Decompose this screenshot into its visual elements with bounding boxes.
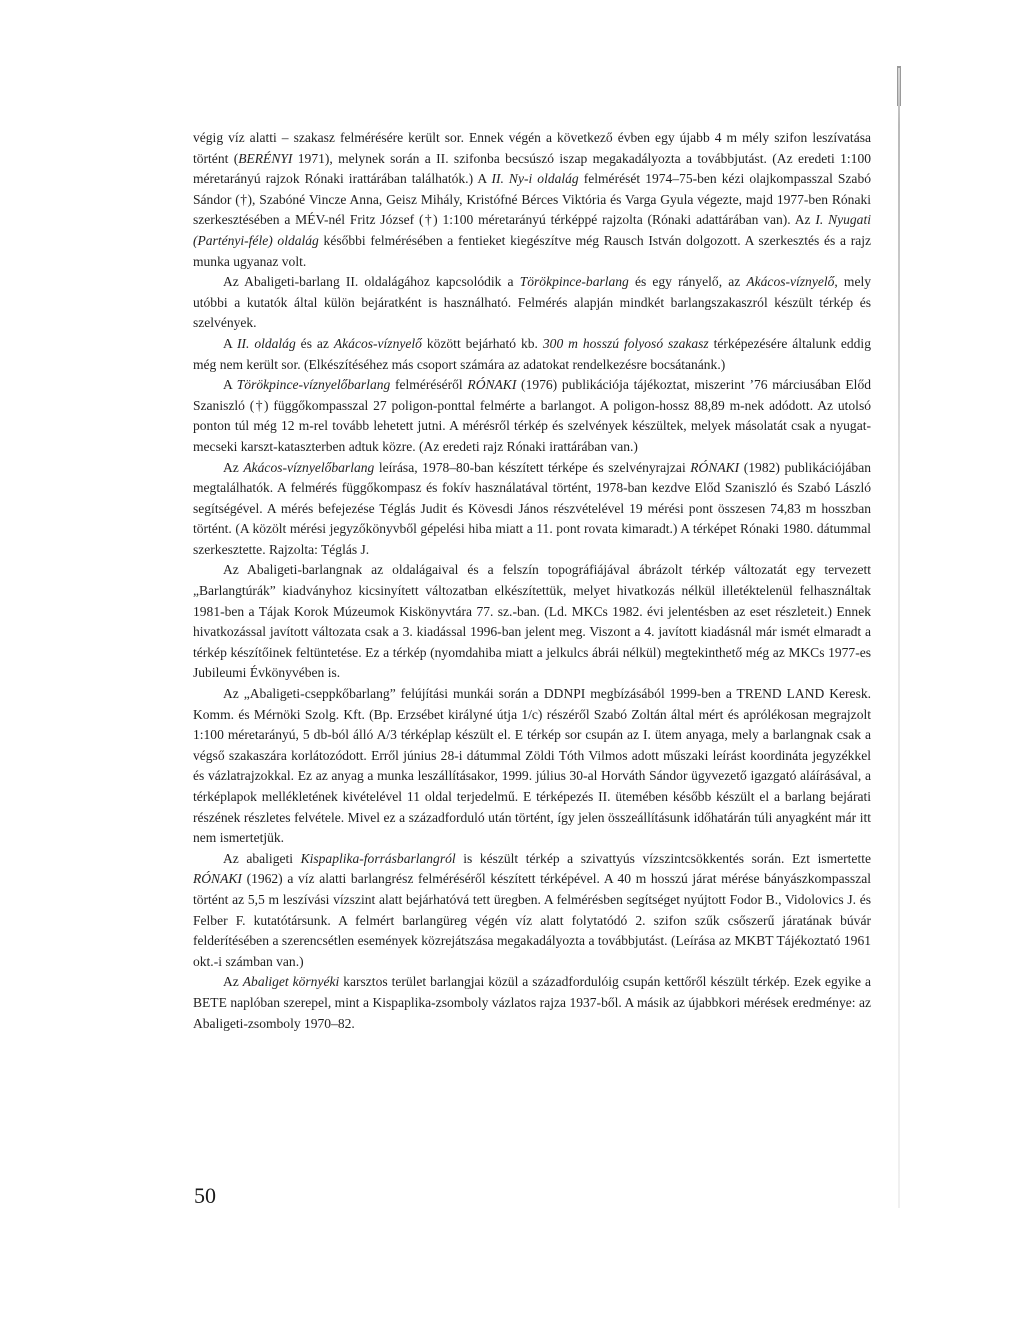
italic-span: Akácos-víznyelő bbox=[333, 335, 422, 351]
text-span: és az bbox=[295, 335, 334, 351]
paragraph-2 bbox=[193, 272, 871, 334]
text-span: Az bbox=[223, 974, 243, 990]
text-span: (1982) publikációjában megtalálhatók. A felmérés függőkompasz és fokív használatával történt, 1978-ban kezdve Előd Szaniszló és Szabó László segítségével. A mérés befejezése Téglás Judit és Kövesdi János részvételével 19 mérési pont összesen 74,83 m hosszban történt. (A közölt mérési jegyzőkönyvből gépelési hiba miatt a 11. pont rovata kimaradt.) A térképet Rónaki 1980. dátummal szerkesztette. Rajzolta: Téglás J. bbox=[193, 459, 871, 557]
paragraph-9 bbox=[193, 972, 871, 1034]
text-span: felmérését 1974–75-ben kézi olajkompasszal Szabó Sándor (†), Szabóné Vincze Anna, Geisz Mihály, Kristófné Bérces Viktória és Varga Gyula végezte, majd 1977-ben Rónaki szerkesztésében a MÉV-nél Fritz József (†) 1:100 méretarányú térképpé rajzolta (Rónaki adattárában van). Az bbox=[193, 171, 871, 228]
text-span: karsztos terület barlangjai közül a századfordulóig csupán kettőről készült térkép. Ezek egyike a BETE naplóban szerepel, mint a Kispaplika-zsomboly vázlatos rajza 1937-ből. A másik az újabbkori mérések eredménye: az Abaligeti-zsomboly 1970–82. bbox=[193, 974, 872, 1031]
text-span: Az Abaligeti-barlang II. oldalágához kapcsolódik a bbox=[223, 274, 520, 290]
text-span: Az „Abaligeti-cseppkőbarlang” felújítási munkái során a DDNPI megbízásából 1999-ben a TREND LAND Keresk. Komm. és Mérnöki Szolg. Kft. (Bp. Erzsébet királyné útja 1/c) részéről Szabó Zoltán által mért és aprólékosan megrajzolt 1:100 méretarányú, 5 db-ból álló A/3 térképlap készült el. E térkép sor csupán az I. ütem anyaga, mely a barlangnak csak a végső szakaszára korlátozódott. Erről június 28-i dátummal Zöldi Tóth Vilmos adott műszaki leírást koordináta jegyzékkel és vázlatrajzokkal. Ez az anyag a munka leszállításakor, 1999. július 30-al Horváth Sándor ügyvezető igazgató aláírásával, a térképlapok mellékletének kivételével 11 oldal terjedelmű. E térképezés II. ütemében később készült el a barlang bejárati részének részletes felvétele. Mivel ez a századforduló után történt, így jelen összeállításunk időhatárán túli anyagként már itt nem ismertetjük. bbox=[193, 686, 871, 846]
italic-span: Törökpince-barlang bbox=[519, 274, 629, 290]
text-span: leírása, 1978–80-ban készített térképe és szelvényrajzai bbox=[374, 459, 691, 475]
paragraph-4 bbox=[193, 375, 871, 457]
italic-span: Kispaplika-forrásbarlangról bbox=[300, 850, 456, 866]
body-text bbox=[193, 128, 871, 1034]
text-span: (1962) a víz alatti barlangrész felméréséről készített térképével. A 40 m hosszú járat mérése bányászkompasszal történt az 5,5 m leszívási vízszint alatt bejárhatóvá tett üregben. A felmérésben segítséget nyújtott Fodor B., Vidolovics J. és Felber F. kutatótársunk. A felmért barlangüreg végén víz alatt folytatódó 2. szifon szűk csőszerű járatának búvár felderítésében a szerencsétlen események közrejátszása megakadályozta a továbbjutást. (Leírása az MKBT Tájékoztató 1961 okt.-i számban van.) bbox=[193, 871, 871, 969]
italic-span: 300 m hosszú folyosó szakasz bbox=[542, 335, 709, 351]
text-span: Az abaligeti bbox=[223, 850, 301, 866]
italic-span: Abaliget környéki bbox=[242, 974, 340, 990]
text-span: végig víz alatti – szakasz felmérésére került sor. Ennek végén a következő évben egy újabb 4 m mély szifon leszívatása történt ( bbox=[193, 130, 871, 166]
text-span: térképezésére általunk eddig még nem került sor. (Elkészítéséhez más csoport számára az adatokat rendelkezésre bocsátanánk.) bbox=[193, 335, 871, 372]
text-span: későbbi felmérésében a fentieket kiegészítve még Rausch István dolgozott. A szerkesztés és a rajz munka ugyanaz volt. bbox=[193, 232, 872, 269]
paragraph-1 bbox=[193, 128, 871, 272]
paragraph-7 bbox=[193, 684, 871, 849]
paragraph-8 bbox=[193, 849, 871, 973]
text-span: felméréséről bbox=[390, 377, 468, 393]
paragraph-6 bbox=[193, 560, 871, 684]
italic-span: BERÉNYI bbox=[238, 150, 293, 166]
italic-span: RÓNAKI bbox=[690, 459, 740, 475]
text-span: is készült térkép a szivattyús vízszintcsökkentés során. Ezt ismertette bbox=[455, 850, 871, 866]
text-span: , mely utóbbi a kutatók által külön bejáratként is használható. Felmérés alapján mindkét barlangszakaszról készült térkép és szelvények. bbox=[193, 274, 871, 331]
italic-span: II. Ny-i oldalág bbox=[491, 171, 579, 187]
italic-span: I. Nyugati (Partényi-féle) oldalág bbox=[193, 212, 871, 248]
text-span: A bbox=[223, 335, 237, 351]
paragraph-3 bbox=[193, 334, 871, 375]
text-span: és egy rányelő, az bbox=[628, 274, 747, 290]
italic-span: Akácos-víznyelőbarlang bbox=[243, 459, 375, 475]
italic-span: RÓNAKI bbox=[193, 871, 242, 887]
text-span: Az Abaligeti-barlangnak az oldalágaival és a felszín topográfiájával ábrázolt térkép változatát egy tervezett „Barlangtúrák” kiadványhoz kicsinyített változatban elkészítettük, melyet hivatkozás nélkül illetéktelenül felhasználtak 1981-ben a Tájak Korok Múzeumok Kiskönyvtára 77. sz.-ban. (Ld. MKCs 1982. évi jelentésben az eset részleteit.) Ennek hivatkozással javított változata csak a 3. kiadással 1996-ban jelent meg. Viszont a 4. javított kiadásnál már ismét elmaradt a térkép készítőinek feltüntetése. Ez a térkép (nyomdahiba miatt a jelkulcs ábrái nélkül) megtekinthető még az MKCs 1977-es Jubileumi Évkönyvében is. bbox=[193, 562, 871, 681]
italic-span: II. oldalág bbox=[236, 335, 296, 351]
page-number: 50 bbox=[194, 1183, 216, 1208]
text-span: Az bbox=[223, 459, 244, 475]
italic-span: RÓNAKI bbox=[467, 377, 517, 393]
text-span: 1971), melynek során a II. szifonba becsúszó iszap megakadályozta a továbbjutást. (Az eredeti 1:100 méretarányú rajzok Rónaki irattárában találhatók.) A bbox=[193, 150, 872, 187]
page-edge-shadow bbox=[898, 68, 900, 1208]
italic-span: Akácos-víznyelő bbox=[746, 274, 835, 290]
text-span: között bejárható kb. bbox=[421, 335, 543, 351]
text-span: A bbox=[223, 377, 237, 393]
paragraph-5 bbox=[193, 458, 871, 561]
text-span: (1976) publikációja tájékoztat, miszerint ’76 márciusában Előd Szaniszló (†) függőkompasszal 27 poligon-ponttal felmérte a barlangot. A poligon-hossz 88,89 m-nek adódott. Az utolsó ponton túl még 12 m-rel tovább lehetett jutni. A mérésről térkép és szelvények készültek, melyek másolatát csak a nyugat-mecseki karszt-kataszterben adtuk közre. (Az eredeti rajz Rónaki irattárában van.) bbox=[193, 377, 871, 454]
italic-span: Törökpince-víznyelőbarlang bbox=[236, 377, 391, 393]
